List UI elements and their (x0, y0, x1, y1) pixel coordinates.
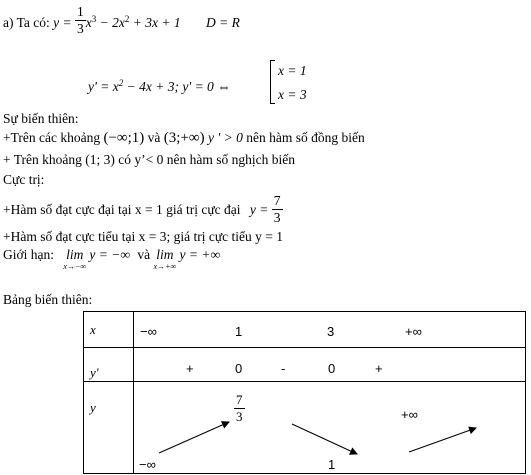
limits-and: và (137, 247, 151, 262)
variation-heading: Sự biến thiên: (3, 111, 79, 126)
limits-heading: Giới hạn: (3, 247, 55, 262)
row-dy-label: y' (90, 365, 99, 380)
max-line (3, 194, 283, 225)
increasing-text: nên hàm số đồng biến (246, 130, 365, 145)
limit-1-sub: x→−∞ (63, 261, 87, 271)
y-max-numerator: 7 (236, 392, 243, 407)
variation-table (83, 311, 526, 474)
poly-rest-2: + 3x + 1 (129, 14, 181, 30)
dy-value: 0 (235, 361, 243, 376)
variation-arrows (84, 312, 527, 475)
interval-2: (3;+∞) (163, 130, 205, 146)
coef-fraction (75, 5, 86, 36)
limit-1-word: lim (66, 247, 84, 262)
variation-line-2: + Trên khoảng (1; 3) có y’< 0 nên hàm số nghịch biến (3, 152, 295, 167)
max-y: y = (249, 201, 269, 217)
interval-1: (−∞;1) (103, 130, 145, 146)
limit-1 (63, 248, 86, 271)
poly-exp-3: 3 (91, 13, 97, 24)
limit-2-word: lim (156, 247, 174, 262)
system-bracket (270, 60, 275, 104)
y-max-denominator: 3 (236, 408, 243, 424)
coef-denominator: 3 (77, 21, 84, 37)
derivative-exp: 2 (118, 78, 124, 88)
y-min-value: 1 (328, 457, 336, 472)
dy-value: - (281, 361, 286, 376)
extrema-heading: Cực trị: (3, 172, 45, 187)
derivative-positive: y ' > 0 (207, 130, 243, 145)
y-minus-inf: −∞ (139, 457, 156, 472)
increasing-arrow-1 (159, 422, 229, 453)
max-fraction (272, 194, 283, 225)
limit-2-value: y = +∞ (179, 247, 221, 262)
table-heading: Bảng biến thiên: (3, 292, 93, 307)
poly-exp-2: 2 (124, 13, 130, 24)
x-value: 1 (235, 324, 243, 339)
variation-line-1 (3, 131, 365, 146)
variation-and: và (147, 130, 161, 145)
decreasing-arrow (292, 424, 357, 454)
domain: D = R (205, 14, 240, 30)
y-plus-inf: +∞ (401, 407, 418, 422)
derivative-lhs: y' = x (88, 79, 119, 94)
variation-line-1-text: +Trên các khoảng (3, 130, 101, 145)
row-x-label: x (90, 322, 96, 337)
min-line: +Hàm số đạt cực tiểu tại x = 3; giá trị cực tiểu y = 1 (3, 229, 284, 244)
limit-1-value: y = −∞ (89, 247, 131, 262)
dy-value: + (186, 361, 194, 376)
dy-value: + (375, 361, 383, 376)
derivative-rhs: − 4x + 3; y' = 0 ⇔ (123, 79, 231, 94)
poly-rest-1: − 2x (96, 14, 125, 30)
max-text: +Hàm số đạt cực đại tại x = 1 giá trị cực đại (3, 201, 241, 217)
dy-value: 0 (328, 361, 336, 376)
poly-x: x (85, 14, 92, 30)
limits-line (3, 248, 220, 271)
derivative-line (88, 79, 231, 94)
coef-numerator: 1 (75, 5, 86, 21)
increasing-arrow-2 (409, 428, 476, 452)
x-value: 3 (327, 324, 335, 339)
x-value: +∞ (405, 324, 422, 339)
y-equals: y = (53, 14, 72, 30)
max-denominator: 3 (273, 210, 281, 226)
limit-2-sub: x→+∞ (153, 261, 177, 271)
max-numerator: 7 (272, 194, 283, 210)
limit-2 (154, 248, 177, 271)
x-value: −∞ (140, 324, 157, 339)
root-2: x = 3 (278, 87, 307, 102)
root-1: x = 1 (278, 63, 307, 78)
row-y-label: y (90, 400, 96, 415)
part-a-label: a) Ta có: (3, 14, 50, 30)
part-a-line (3, 4, 240, 37)
